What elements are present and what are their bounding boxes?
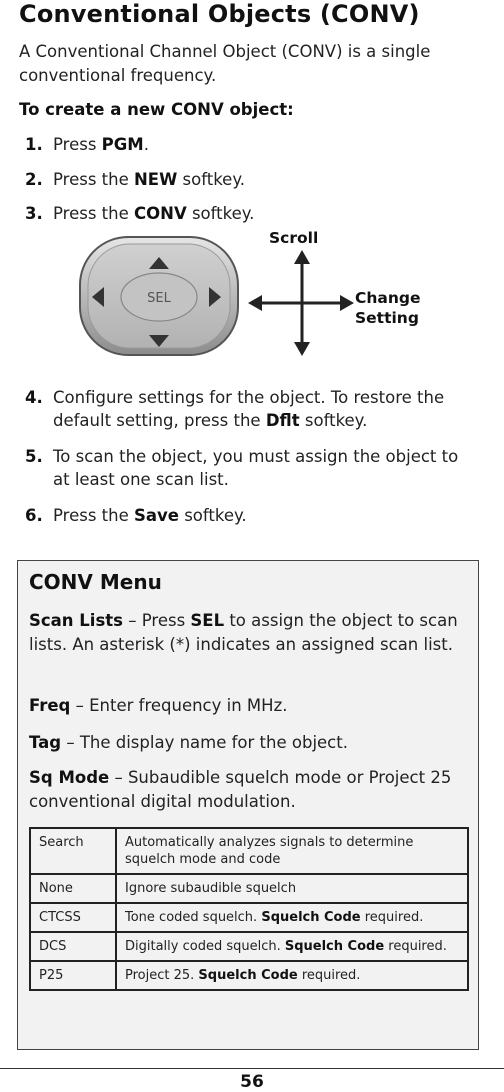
footer-divider — [0, 1068, 504, 1069]
step-number: 3. — [25, 204, 43, 223]
squelch-mode-table — [29, 827, 469, 991]
table-cell-mode: P25 — [30, 961, 116, 990]
table-row — [30, 903, 468, 932]
step-text: Press the CONV softkey. — [53, 204, 255, 223]
step-text: Press PGM. — [53, 135, 149, 154]
step-4 — [19, 386, 489, 434]
page-title: Conventional Objects (CONV) — [19, 0, 420, 28]
table-cell-mode: Search — [30, 828, 116, 874]
table-cell-description: Digitally coded squelch. Squelch Code required. — [116, 932, 468, 961]
change-setting-label: Change Setting — [355, 289, 421, 327]
table-row — [30, 874, 468, 903]
menu-item-scan-lists: Scan Lists – Press SEL to assign the object to scan lists. An asterisk (*) indicates an assigned scan list. — [29, 611, 458, 654]
step-number: 4. — [25, 388, 43, 407]
step-text: Press the Save softkey. — [53, 506, 247, 525]
table-row — [30, 961, 468, 990]
scroll-label: Scroll — [269, 229, 319, 247]
table-cell-description: Tone coded squelch. Squelch Code required. — [116, 903, 468, 932]
table-row — [30, 932, 468, 961]
step-text: Press the NEW softkey. — [53, 170, 245, 189]
conv-menu-box — [17, 560, 479, 1050]
step-number: 5. — [25, 447, 43, 466]
scroll-change-arrows-icon — [246, 248, 356, 358]
table-cell-description: Ignore subaudible squelch — [116, 874, 468, 903]
step-number: 2. — [25, 170, 43, 189]
table-cell-mode: None — [30, 874, 116, 903]
menu-item-sq-mode: Sq Mode – Subaudible squelch mode or Project 25 conventional digital modulation. — [29, 768, 452, 811]
table-cell-mode: DCS — [30, 932, 116, 961]
step-number: 6. — [25, 506, 43, 525]
table-cell-mode: CTCSS — [30, 903, 116, 932]
menu-item-tag: Tag – The display name for the object. — [29, 733, 348, 752]
table-row — [30, 828, 468, 874]
menu-title: CONV Menu — [29, 570, 162, 594]
intro-paragraph: A Conventional Channel Object (CONV) is a single conventional frequency. — [19, 42, 431, 85]
table-cell-description: Project 25. Squelch Code required. — [116, 961, 468, 990]
directional-pad-diagram — [78, 235, 240, 357]
step-text: Configure settings for the object. To restore the default setting, press the Dflt softkey. — [53, 388, 445, 430]
howto-heading: To create a new CONV object: — [19, 100, 294, 119]
step-text: To scan the object, you must assign the object to at least one scan list. — [53, 447, 459, 489]
step-number: 1. — [25, 135, 43, 154]
page-number: 56 — [240, 1072, 264, 1092]
menu-item-freq: Freq – Enter frequency in MHz. — [29, 696, 288, 715]
step-5 — [19, 445, 489, 493]
table-cell-description: Automatically analyzes signals to determine squelch mode and code — [116, 828, 468, 874]
sel-button-label: SEL — [147, 291, 171, 306]
